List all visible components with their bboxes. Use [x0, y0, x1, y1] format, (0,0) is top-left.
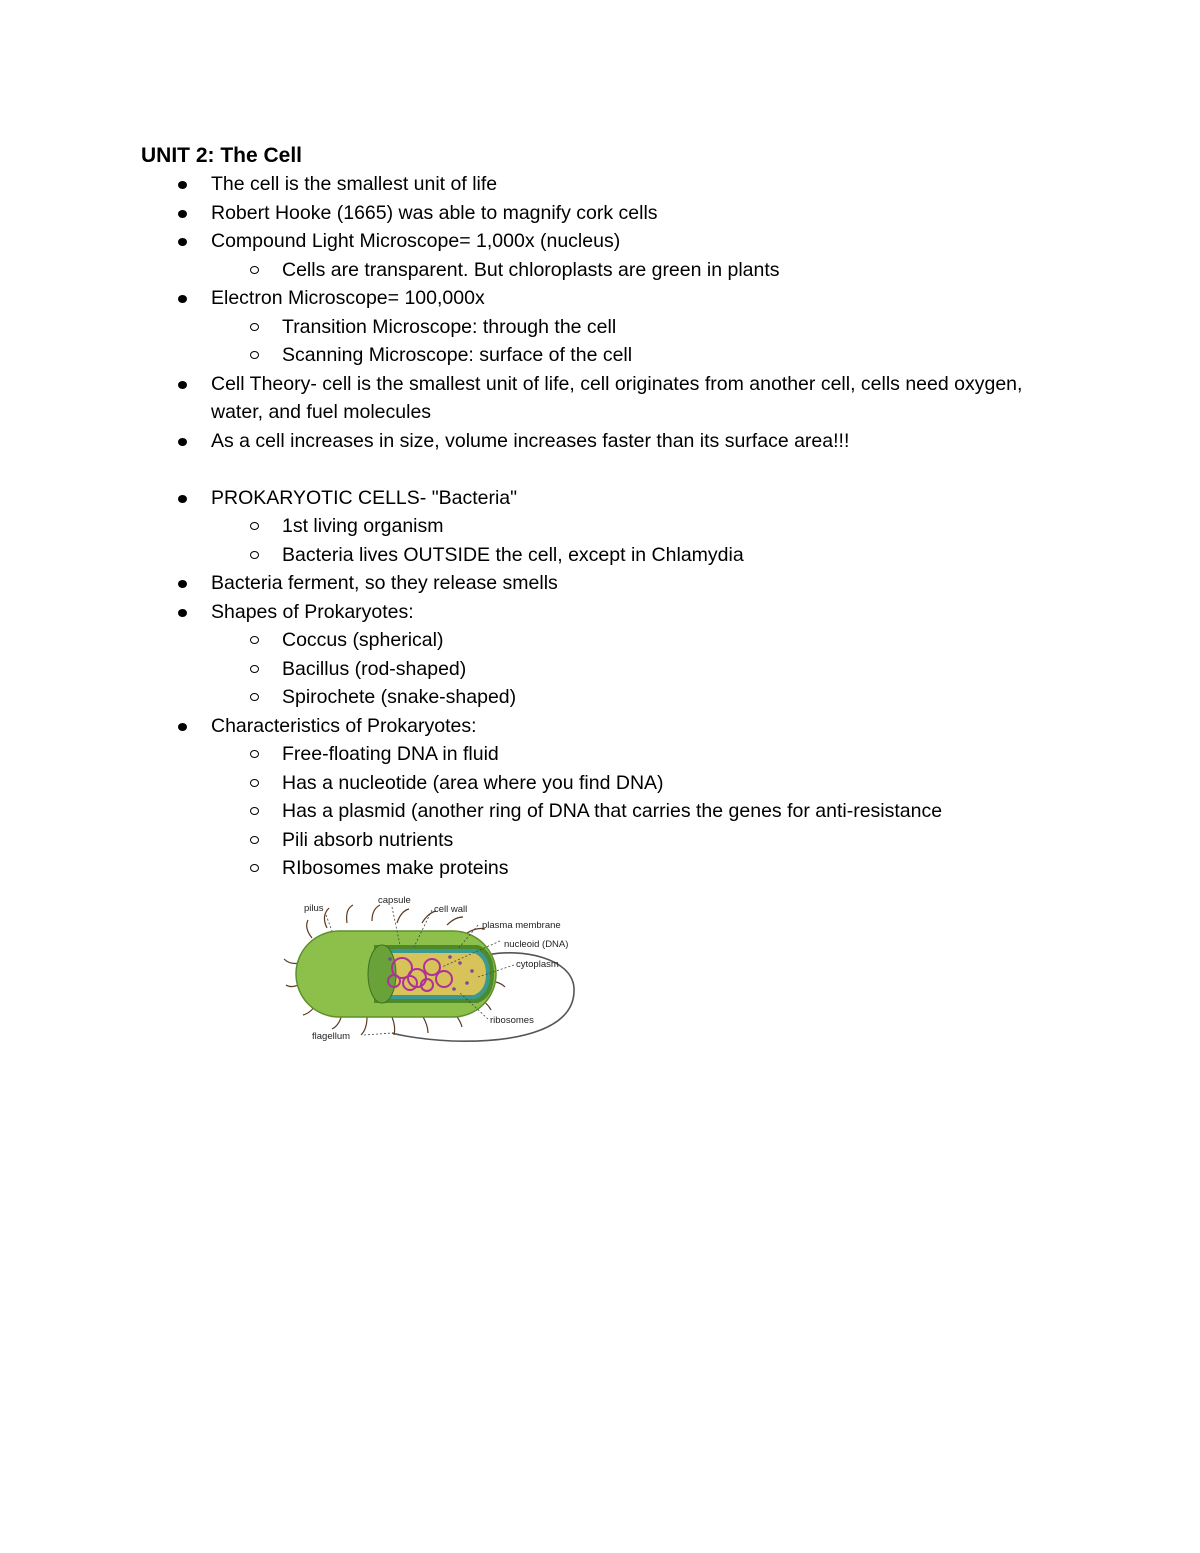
label-nucleoid: nucleoid (DNA): [504, 939, 569, 950]
cut-face-shape: [368, 945, 396, 1003]
bullet-dot-icon: [178, 495, 187, 503]
list-item-text: Bacteria lives OUTSIDE the cell, except in Chlamydia: [282, 543, 744, 566]
list-item-text: Cell Theory- cell is the smallest unit of life, cell originates from another cell, cells need oxygen, water, and fuel molecules: [211, 372, 1023, 423]
notes-list: [0, 170, 1200, 883]
bullet-ring-icon: [250, 750, 259, 758]
list-item-text: Coccus (spherical): [282, 629, 444, 651]
page-title: UNIT 2: The Cell: [141, 144, 303, 167]
list-item-text: Scanning Microscope: surface of the cell: [282, 344, 633, 366]
list-item-text: Shapes of Prokaryotes:: [211, 600, 414, 623]
list-item-text: Has a nucleotide (area where you find DNA): [282, 771, 664, 794]
list-item-text: Characteristics of Prokaryotes:: [211, 714, 477, 737]
list-item: [0, 512, 1200, 541]
bullet-ring-icon: [250, 693, 259, 701]
list-item-text: Compound Light Microscope= 1,000x (nucleus): [211, 230, 621, 252]
bullet-ring-icon: [250, 323, 259, 331]
list-item-text: Bacteria ferment, so they release smells: [211, 572, 558, 594]
list-item: [0, 712, 1200, 741]
bullet-dot-icon: [178, 381, 187, 389]
list-item: [0, 284, 1200, 313]
bullet-ring-icon: [250, 551, 259, 559]
bullet-ring-icon: [250, 807, 259, 815]
label-capsule: capsule: [378, 895, 411, 906]
bullet-ring-icon: [250, 665, 259, 673]
list-item: [0, 683, 1200, 712]
list-item: [0, 797, 1200, 826]
list-item: [0, 256, 1200, 285]
label-ribosomes: ribosomes: [490, 1015, 534, 1026]
list-item-text: PROKARYOTIC CELLS- "Bacteria": [211, 486, 518, 509]
bullet-ring-icon: [250, 351, 259, 359]
list-item-text: Free-floating DNA in fluid: [282, 743, 499, 765]
bullet-dot-icon: [178, 238, 187, 246]
label-flagellum: flagellum: [312, 1031, 351, 1042]
bullet-ring-icon: [250, 836, 259, 844]
label-cell-wall: cell wall: [434, 904, 468, 915]
list-item: [0, 569, 1200, 598]
list-item-text: The cell is the smallest unit of life: [211, 173, 498, 195]
list-item-text: Has a plasmid (another ring of DNA that carries the genes for anti-resistance: [282, 800, 943, 822]
bullet-dot-icon: [178, 210, 187, 218]
list-item: [0, 455, 1200, 484]
list-item: [0, 484, 1200, 513]
list-item: [0, 313, 1200, 342]
list-item-text: As a cell increases in size, volume increases faster than its surface area!!!: [211, 429, 850, 452]
prokaryote-diagram-svg: [282, 893, 592, 1048]
list-item: [0, 370, 1041, 427]
bullet-dot-icon: [178, 580, 187, 588]
bullet-dot-icon: [178, 295, 187, 303]
list-item: [0, 341, 1200, 370]
list-item-text: RIbosomes make proteins: [282, 857, 509, 879]
label-pilus: pilus: [304, 903, 324, 914]
list-item-text: 1st living organism: [282, 515, 444, 537]
bullet-dot-icon: [178, 609, 187, 617]
bullet-dot-icon: [178, 438, 187, 446]
bullet-ring-icon: [250, 864, 259, 872]
list-item-text: Cells are transparent. But chloroplasts are green in plants: [282, 258, 780, 281]
bullet-dot-icon: [178, 181, 187, 189]
label-cytoplasm: cytoplasm: [516, 959, 559, 970]
list-item-text: Bacillus (rod-shaped): [282, 657, 467, 680]
bullet-ring-icon: [250, 266, 259, 274]
list-item: [0, 740, 1200, 769]
list-item: [0, 826, 1200, 855]
bullet-ring-icon: [250, 636, 259, 644]
list-item: [0, 854, 1200, 883]
prokaryote-diagram: [282, 893, 592, 1048]
bullet-dot-icon: [178, 723, 187, 731]
list-item: [0, 427, 1200, 456]
bullet-ring-icon: [250, 522, 259, 530]
list-item-text: Robert Hooke (1665) was able to magnify cork cells: [211, 201, 658, 224]
list-item-text: Electron Microscope= 100,000x: [211, 287, 485, 309]
list-item: [0, 655, 1200, 684]
list-item: [0, 170, 1200, 199]
list-item: [0, 769, 1200, 798]
list-item: [0, 199, 1200, 228]
list-item: [0, 541, 1200, 570]
list-item-text: Transition Microscope: through the cell: [282, 315, 617, 338]
list-item: [0, 598, 1200, 627]
list-item-text: Spirochete (snake-shaped): [282, 686, 517, 708]
list-item-text: Pili absorb nutrients: [282, 828, 454, 851]
list-item: [0, 227, 1200, 256]
bullet-ring-icon: [250, 779, 259, 787]
label-plasma-membrane: plasma membrane: [482, 920, 561, 931]
list-item: [0, 626, 1200, 655]
